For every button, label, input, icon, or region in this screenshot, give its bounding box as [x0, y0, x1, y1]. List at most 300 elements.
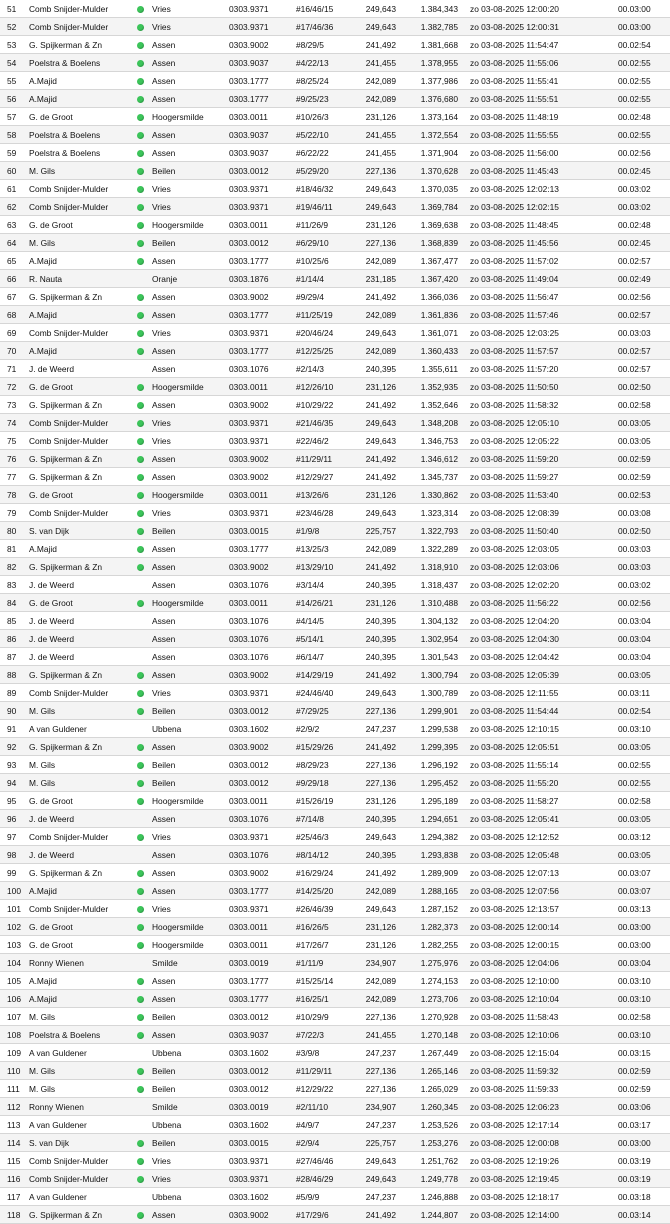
speed: 1.265,029 — [402, 1080, 464, 1098]
member-id: 0303.1076 — [223, 612, 290, 630]
place-name: Hoogersmilde — [146, 216, 223, 234]
table-row — [0, 1116, 670, 1134]
arrival-time: zo 03-08-2025 11:48:19 — [464, 108, 612, 126]
place-name: Beilen — [146, 1008, 223, 1026]
place-name: Assen — [146, 306, 223, 324]
table-row — [0, 864, 670, 882]
table-row — [0, 540, 670, 558]
position-number: 67 — [0, 288, 23, 306]
member-id: 0303.1076 — [223, 630, 290, 648]
fancier-name: M. Gils — [23, 1008, 134, 1026]
member-id: 0303.1076 — [223, 576, 290, 594]
bird-code: #4/9/7 — [290, 1116, 343, 1134]
arrival-time: zo 03-08-2025 12:06:23 — [464, 1098, 612, 1116]
bird-code: #5/22/10 — [290, 126, 343, 144]
bird-code: #28/46/29 — [290, 1170, 343, 1188]
status-dot-icon — [137, 114, 144, 121]
flight-duration: 00.03:04 — [612, 630, 670, 648]
bird-code: #14/29/19 — [290, 666, 343, 684]
member-id: 0303.9037 — [223, 54, 290, 72]
table-row — [0, 414, 670, 432]
table-row — [0, 0, 670, 18]
flight-duration: 00.03:10 — [612, 990, 670, 1008]
flight-duration: 00.03:10 — [612, 1026, 670, 1044]
speed: 1.270,148 — [402, 1026, 464, 1044]
member-id: 0303.9371 — [223, 1170, 290, 1188]
position-number: 99 — [0, 864, 23, 882]
fancier-name: A.Majid — [23, 540, 134, 558]
status-cell — [134, 18, 146, 36]
flight-duration: 00.03:06 — [612, 1098, 670, 1116]
position-number: 55 — [0, 72, 23, 90]
member-id: 0303.9371 — [223, 900, 290, 918]
bird-code: #2/9/4 — [290, 1134, 343, 1152]
table-row — [0, 1098, 670, 1116]
member-id: 0303.0015 — [223, 522, 290, 540]
place-name: Assen — [146, 810, 223, 828]
speed: 1.373,164 — [402, 108, 464, 126]
table-row — [0, 1008, 670, 1026]
fancier-name: A van Guldener — [23, 1044, 134, 1062]
fancier-name: A.Majid — [23, 72, 134, 90]
bird-code: #10/29/9 — [290, 1008, 343, 1026]
speed: 1.275,976 — [402, 954, 464, 972]
distance: 241,455 — [343, 144, 402, 162]
arrival-time: zo 03-08-2025 12:05:51 — [464, 738, 612, 756]
bird-code: #12/29/27 — [290, 468, 343, 486]
status-cell — [134, 522, 146, 540]
member-id: 0303.0011 — [223, 792, 290, 810]
table-row — [0, 666, 670, 684]
position-number: 81 — [0, 540, 23, 558]
place-name: Assen — [146, 666, 223, 684]
arrival-time: zo 03-08-2025 12:00:20 — [464, 0, 612, 18]
member-id: 0303.1777 — [223, 252, 290, 270]
member-id: 0303.1777 — [223, 882, 290, 900]
status-cell — [134, 774, 146, 792]
bird-code: #7/29/25 — [290, 702, 343, 720]
status-dot-icon — [137, 834, 144, 841]
bird-code: #11/29/11 — [290, 450, 343, 468]
arrival-time: zo 03-08-2025 12:10:04 — [464, 990, 612, 1008]
status-dot-icon — [137, 60, 144, 67]
position-number: 66 — [0, 270, 23, 288]
fancier-name: Comb Snijder-Mulder — [23, 198, 134, 216]
status-cell — [134, 900, 146, 918]
fancier-name: G. Spijkerman & Zn — [23, 450, 134, 468]
speed: 1.352,646 — [402, 396, 464, 414]
speed: 1.310,488 — [402, 594, 464, 612]
arrival-time: zo 03-08-2025 11:53:40 — [464, 486, 612, 504]
fancier-name: A.Majid — [23, 252, 134, 270]
status-dot-icon — [137, 6, 144, 13]
speed: 1.318,437 — [402, 576, 464, 594]
bird-code: #8/25/24 — [290, 72, 343, 90]
position-number: 116 — [0, 1170, 23, 1188]
bird-code: #11/29/11 — [290, 1062, 343, 1080]
distance: 241,492 — [343, 1206, 402, 1224]
position-number: 56 — [0, 90, 23, 108]
fancier-name: A van Guldener — [23, 1188, 134, 1206]
table-row — [0, 486, 670, 504]
flight-duration: 00.03:19 — [612, 1152, 670, 1170]
bird-code: #7/22/3 — [290, 1026, 343, 1044]
member-id: 0303.1076 — [223, 846, 290, 864]
bird-code: #2/14/3 — [290, 360, 343, 378]
fancier-name: G. Spijkerman & Zn — [23, 864, 134, 882]
bird-code: #1/14/4 — [290, 270, 343, 288]
fancier-name: G. Spijkerman & Zn — [23, 288, 134, 306]
place-name: Vries — [146, 432, 223, 450]
position-number: 114 — [0, 1134, 23, 1152]
place-name: Assen — [146, 1206, 223, 1224]
arrival-time: zo 03-08-2025 11:50:40 — [464, 522, 612, 540]
place-name: Assen — [146, 990, 223, 1008]
fancier-name: A.Majid — [23, 306, 134, 324]
bird-code: #16/29/24 — [290, 864, 343, 882]
status-cell — [134, 54, 146, 72]
arrival-time: zo 03-08-2025 12:05:22 — [464, 432, 612, 450]
member-id: 0303.1076 — [223, 648, 290, 666]
status-cell — [134, 1026, 146, 1044]
position-number: 57 — [0, 108, 23, 126]
speed: 1.377,986 — [402, 72, 464, 90]
status-dot-icon — [137, 924, 144, 931]
arrival-time: zo 03-08-2025 11:55:41 — [464, 72, 612, 90]
status-cell — [134, 414, 146, 432]
fancier-name: J. de Weerd — [23, 612, 134, 630]
status-cell — [134, 648, 146, 666]
status-cell — [134, 954, 146, 972]
place-name: Vries — [146, 1152, 223, 1170]
distance: 231,126 — [343, 936, 402, 954]
fancier-name: G. Spijkerman & Zn — [23, 666, 134, 684]
flight-duration: 00.03:18 — [612, 1188, 670, 1206]
distance: 249,643 — [343, 0, 402, 18]
fancier-name: J. de Weerd — [23, 576, 134, 594]
arrival-time: zo 03-08-2025 12:19:26 — [464, 1152, 612, 1170]
speed: 1.367,420 — [402, 270, 464, 288]
distance: 227,136 — [343, 1062, 402, 1080]
speed: 1.376,680 — [402, 90, 464, 108]
table-row — [0, 648, 670, 666]
status-dot-icon — [137, 1212, 144, 1219]
table-row — [0, 936, 670, 954]
table-row — [0, 522, 670, 540]
speed: 1.346,753 — [402, 432, 464, 450]
status-cell — [134, 198, 146, 216]
position-number: 71 — [0, 360, 23, 378]
fancier-name: A.Majid — [23, 882, 134, 900]
status-dot-icon — [137, 420, 144, 427]
distance: 249,643 — [343, 198, 402, 216]
status-cell — [134, 126, 146, 144]
distance: 249,643 — [343, 432, 402, 450]
flight-duration: 00.03:19 — [612, 1170, 670, 1188]
member-id: 0303.9371 — [223, 180, 290, 198]
table-row — [0, 756, 670, 774]
flight-duration: 00.03:00 — [612, 936, 670, 954]
fancier-name: Poelstra & Boelens — [23, 126, 134, 144]
position-number: 83 — [0, 576, 23, 594]
flight-duration: 00.03:17 — [612, 1116, 670, 1134]
bird-code: #26/46/39 — [290, 900, 343, 918]
distance: 249,643 — [343, 828, 402, 846]
status-cell — [134, 594, 146, 612]
fancier-name: Comb Snijder-Mulder — [23, 900, 134, 918]
place-name: Assen — [146, 54, 223, 72]
table-row — [0, 234, 670, 252]
fancier-name: Comb Snijder-Mulder — [23, 504, 134, 522]
position-number: 60 — [0, 162, 23, 180]
table-row — [0, 828, 670, 846]
status-dot-icon — [137, 528, 144, 535]
distance: 241,492 — [343, 396, 402, 414]
place-name: Beilen — [146, 1134, 223, 1152]
table-row — [0, 180, 670, 198]
fancier-name: Comb Snijder-Mulder — [23, 1152, 134, 1170]
bird-code: #7/14/8 — [290, 810, 343, 828]
distance: 231,126 — [343, 216, 402, 234]
position-number: 69 — [0, 324, 23, 342]
position-number: 68 — [0, 306, 23, 324]
place-name: Ubbena — [146, 1188, 223, 1206]
position-number: 78 — [0, 486, 23, 504]
fancier-name: Comb Snijder-Mulder — [23, 1170, 134, 1188]
flight-duration: 00.03:07 — [612, 864, 670, 882]
bird-code: #27/46/46 — [290, 1152, 343, 1170]
table-row — [0, 126, 670, 144]
arrival-time: zo 03-08-2025 11:59:27 — [464, 468, 612, 486]
arrival-time: zo 03-08-2025 12:07:13 — [464, 864, 612, 882]
distance: 242,089 — [343, 252, 402, 270]
member-id: 0303.9002 — [223, 864, 290, 882]
table-row — [0, 378, 670, 396]
speed: 1.366,036 — [402, 288, 464, 306]
speed: 1.370,628 — [402, 162, 464, 180]
flight-duration: 00.02:49 — [612, 270, 670, 288]
distance: 227,136 — [343, 702, 402, 720]
status-dot-icon — [137, 1158, 144, 1165]
status-dot-icon — [137, 348, 144, 355]
table-row — [0, 90, 670, 108]
member-id: 0303.9371 — [223, 504, 290, 522]
status-cell — [134, 792, 146, 810]
bird-code: #8/29/23 — [290, 756, 343, 774]
table-row — [0, 1080, 670, 1098]
arrival-time: zo 03-08-2025 12:15:04 — [464, 1044, 612, 1062]
flight-duration: 00.02:45 — [612, 234, 670, 252]
place-name: Hoogersmilde — [146, 792, 223, 810]
bird-code: #3/9/8 — [290, 1044, 343, 1062]
bird-code: #1/9/8 — [290, 522, 343, 540]
flight-duration: 00.02:55 — [612, 756, 670, 774]
speed: 1.318,910 — [402, 558, 464, 576]
table-row — [0, 792, 670, 810]
status-cell — [134, 396, 146, 414]
position-number: 75 — [0, 432, 23, 450]
place-name: Assen — [146, 576, 223, 594]
fancier-name: Poelstra & Boelens — [23, 54, 134, 72]
distance: 241,455 — [343, 54, 402, 72]
arrival-time: zo 03-08-2025 12:00:15 — [464, 936, 612, 954]
position-number: 113 — [0, 1116, 23, 1134]
member-id: 0303.0011 — [223, 918, 290, 936]
status-cell — [134, 1170, 146, 1188]
arrival-time: zo 03-08-2025 12:19:45 — [464, 1170, 612, 1188]
position-number: 65 — [0, 252, 23, 270]
member-id: 0303.1777 — [223, 972, 290, 990]
speed: 1.282,373 — [402, 918, 464, 936]
flight-duration: 00.02:50 — [612, 378, 670, 396]
table-row — [0, 108, 670, 126]
place-name: Assen — [146, 864, 223, 882]
table-row — [0, 576, 670, 594]
position-number: 63 — [0, 216, 23, 234]
bird-code: #25/46/3 — [290, 828, 343, 846]
distance: 241,455 — [343, 1026, 402, 1044]
place-name: Assen — [146, 648, 223, 666]
table-row — [0, 630, 670, 648]
distance: 231,126 — [343, 108, 402, 126]
flight-duration: 00.02:48 — [612, 216, 670, 234]
arrival-time: zo 03-08-2025 11:55:14 — [464, 756, 612, 774]
table-row — [0, 342, 670, 360]
distance: 231,126 — [343, 594, 402, 612]
distance: 247,237 — [343, 720, 402, 738]
status-cell — [134, 864, 146, 882]
position-number: 103 — [0, 936, 23, 954]
place-name: Assen — [146, 90, 223, 108]
speed: 1.244,807 — [402, 1206, 464, 1224]
position-number: 94 — [0, 774, 23, 792]
fancier-name: G. de Groot — [23, 936, 134, 954]
status-dot-icon — [137, 78, 144, 85]
status-dot-icon — [137, 312, 144, 319]
status-dot-icon — [137, 240, 144, 247]
table-row — [0, 270, 670, 288]
status-dot-icon — [137, 888, 144, 895]
status-cell — [134, 1062, 146, 1080]
speed: 1.368,839 — [402, 234, 464, 252]
status-cell — [134, 738, 146, 756]
member-id: 0303.0015 — [223, 1134, 290, 1152]
arrival-time: zo 03-08-2025 12:00:14 — [464, 918, 612, 936]
arrival-time: zo 03-08-2025 11:56:00 — [464, 144, 612, 162]
table-row — [0, 450, 670, 468]
place-name: Smilde — [146, 954, 223, 972]
flight-duration: 00.03:05 — [612, 666, 670, 684]
member-id: 0303.1876 — [223, 270, 290, 288]
flight-duration: 00.02:57 — [612, 306, 670, 324]
fancier-name: G. de Groot — [23, 486, 134, 504]
speed: 1.287,152 — [402, 900, 464, 918]
status-dot-icon — [137, 24, 144, 31]
table-row — [0, 216, 670, 234]
member-id: 0303.9002 — [223, 666, 290, 684]
arrival-time: zo 03-08-2025 12:02:13 — [464, 180, 612, 198]
bird-code: #12/26/10 — [290, 378, 343, 396]
arrival-time: zo 03-08-2025 11:55:20 — [464, 774, 612, 792]
arrival-time: zo 03-08-2025 11:50:50 — [464, 378, 612, 396]
speed: 1.360,433 — [402, 342, 464, 360]
position-number: 52 — [0, 18, 23, 36]
member-id: 0303.0012 — [223, 756, 290, 774]
bird-code: #16/26/5 — [290, 918, 343, 936]
distance: 249,643 — [343, 324, 402, 342]
place-name: Assen — [146, 396, 223, 414]
table-row — [0, 288, 670, 306]
speed: 1.288,165 — [402, 882, 464, 900]
member-id: 0303.0012 — [223, 1008, 290, 1026]
speed: 1.372,554 — [402, 126, 464, 144]
flight-duration: 00.02:53 — [612, 486, 670, 504]
bird-code: #11/25/19 — [290, 306, 343, 324]
member-id: 0303.9371 — [223, 18, 290, 36]
table-row — [0, 972, 670, 990]
position-number: 102 — [0, 918, 23, 936]
position-number: 87 — [0, 648, 23, 666]
status-cell — [134, 270, 146, 288]
flight-duration: 00.03:11 — [612, 684, 670, 702]
place-name: Smilde — [146, 1098, 223, 1116]
place-name: Beilen — [146, 162, 223, 180]
distance: 241,492 — [343, 468, 402, 486]
fancier-name: G. Spijkerman & Zn — [23, 396, 134, 414]
status-cell — [134, 180, 146, 198]
status-dot-icon — [137, 222, 144, 229]
distance: 249,643 — [343, 900, 402, 918]
status-dot-icon — [137, 492, 144, 499]
flight-duration: 00.02:55 — [612, 54, 670, 72]
speed: 1.382,785 — [402, 18, 464, 36]
speed: 1.371,904 — [402, 144, 464, 162]
position-number: 59 — [0, 144, 23, 162]
position-number: 107 — [0, 1008, 23, 1026]
member-id: 0303.9371 — [223, 828, 290, 846]
distance: 242,089 — [343, 342, 402, 360]
speed: 1.249,778 — [402, 1170, 464, 1188]
position-number: 89 — [0, 684, 23, 702]
flight-duration: 00.02:58 — [612, 1008, 670, 1026]
distance: 234,907 — [343, 1098, 402, 1116]
bird-code: #17/26/7 — [290, 936, 343, 954]
place-name: Assen — [146, 882, 223, 900]
arrival-time: zo 03-08-2025 11:58:43 — [464, 1008, 612, 1026]
flight-duration: 00.02:55 — [612, 774, 670, 792]
flight-duration: 00.03:00 — [612, 918, 670, 936]
bird-code: #2/11/10 — [290, 1098, 343, 1116]
status-dot-icon — [137, 798, 144, 805]
speed: 1.352,935 — [402, 378, 464, 396]
status-cell — [134, 972, 146, 990]
bird-code: #13/26/6 — [290, 486, 343, 504]
status-dot-icon — [137, 384, 144, 391]
arrival-time: zo 03-08-2025 12:04:20 — [464, 612, 612, 630]
flight-duration: 00.03:14 — [612, 1206, 670, 1224]
arrival-time: zo 03-08-2025 12:14:00 — [464, 1206, 612, 1224]
fancier-name: S. van Dijk — [23, 1134, 134, 1152]
place-name: Assen — [146, 738, 223, 756]
member-id: 0303.1602 — [223, 1116, 290, 1134]
distance: 240,395 — [343, 846, 402, 864]
fancier-name: A.Majid — [23, 990, 134, 1008]
status-dot-icon — [137, 168, 144, 175]
place-name: Vries — [146, 1170, 223, 1188]
arrival-time: zo 03-08-2025 12:05:48 — [464, 846, 612, 864]
status-cell — [134, 918, 146, 936]
table-row — [0, 738, 670, 756]
